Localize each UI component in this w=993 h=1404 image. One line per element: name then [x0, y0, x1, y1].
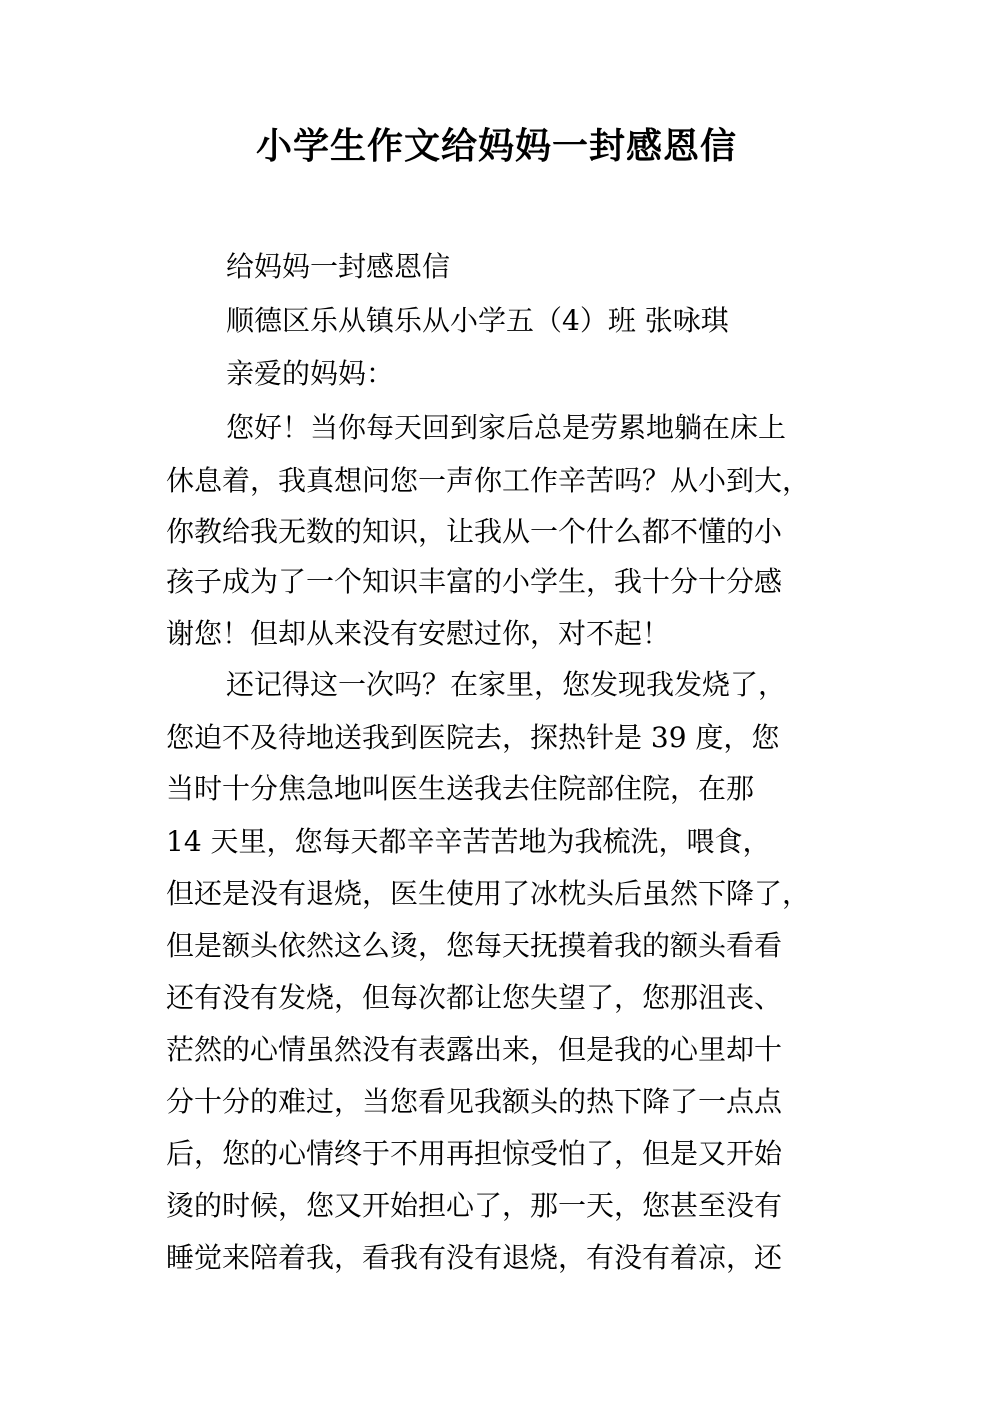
body-line: 您好！当你每天回到家后总是劳累地躺在床上	[226, 411, 787, 444]
body-line: 睡觉来陪着我，看我有没有退烧，有没有着凉，还	[166, 1241, 783, 1274]
body-line: 但还是没有退烧，医生使用了冰枕头后虽然下降了，	[166, 877, 811, 910]
salutation: 亲爱的妈妈：	[226, 357, 395, 390]
body-line: 分十分的难过，当您看见我额头的热下降了一点点	[166, 1085, 783, 1118]
body-line: 孩子成为了一个知识丰富的小学生，我十分十分感	[166, 565, 783, 598]
body-line: 谢您！但却从来没有安慰过你，对不起！	[166, 617, 671, 650]
body-line: 当时十分焦急地叫医生送我去住院部住院，在那	[166, 772, 755, 805]
body-line: 休息着，我真想问您一声你工作辛苦吗？从小到大，	[166, 464, 811, 497]
body-line: 茫然的心情虽然没有表露出来，但是我的心里却十	[166, 1033, 783, 1066]
body-line: 还记得这一次吗？在家里，您发现我发烧了，	[226, 668, 787, 701]
page-title: 小学生作文给妈妈一封感恩信	[255, 126, 737, 167]
body-line: 还有没有发烧，但每次都让您失望了，您那沮丧、	[166, 981, 783, 1014]
body-line: 您迫不及待地送我到医院去，探热针是 39 度，您	[166, 721, 780, 754]
body-line: 你教给我无数的知识，让我从一个什么都不懂的小	[166, 515, 783, 548]
body-line: 14 天里，您每天都辛辛苦苦地为我梳洗，喂食，	[166, 825, 771, 858]
body-line: 后，您的心情终于不用再担惊受怕了，但是又开始	[166, 1137, 783, 1170]
body-line: 但是额头依然这么烫，您每天抚摸着我的额头看看	[166, 929, 783, 962]
body-line: 烫的时候，您又开始担心了，那一天，您甚至没有	[166, 1189, 783, 1222]
author-line: 顺德区乐从镇乐从小学五（4）班 张咏琪	[226, 304, 729, 337]
letter-heading: 给妈妈一封感恩信	[226, 250, 451, 283]
